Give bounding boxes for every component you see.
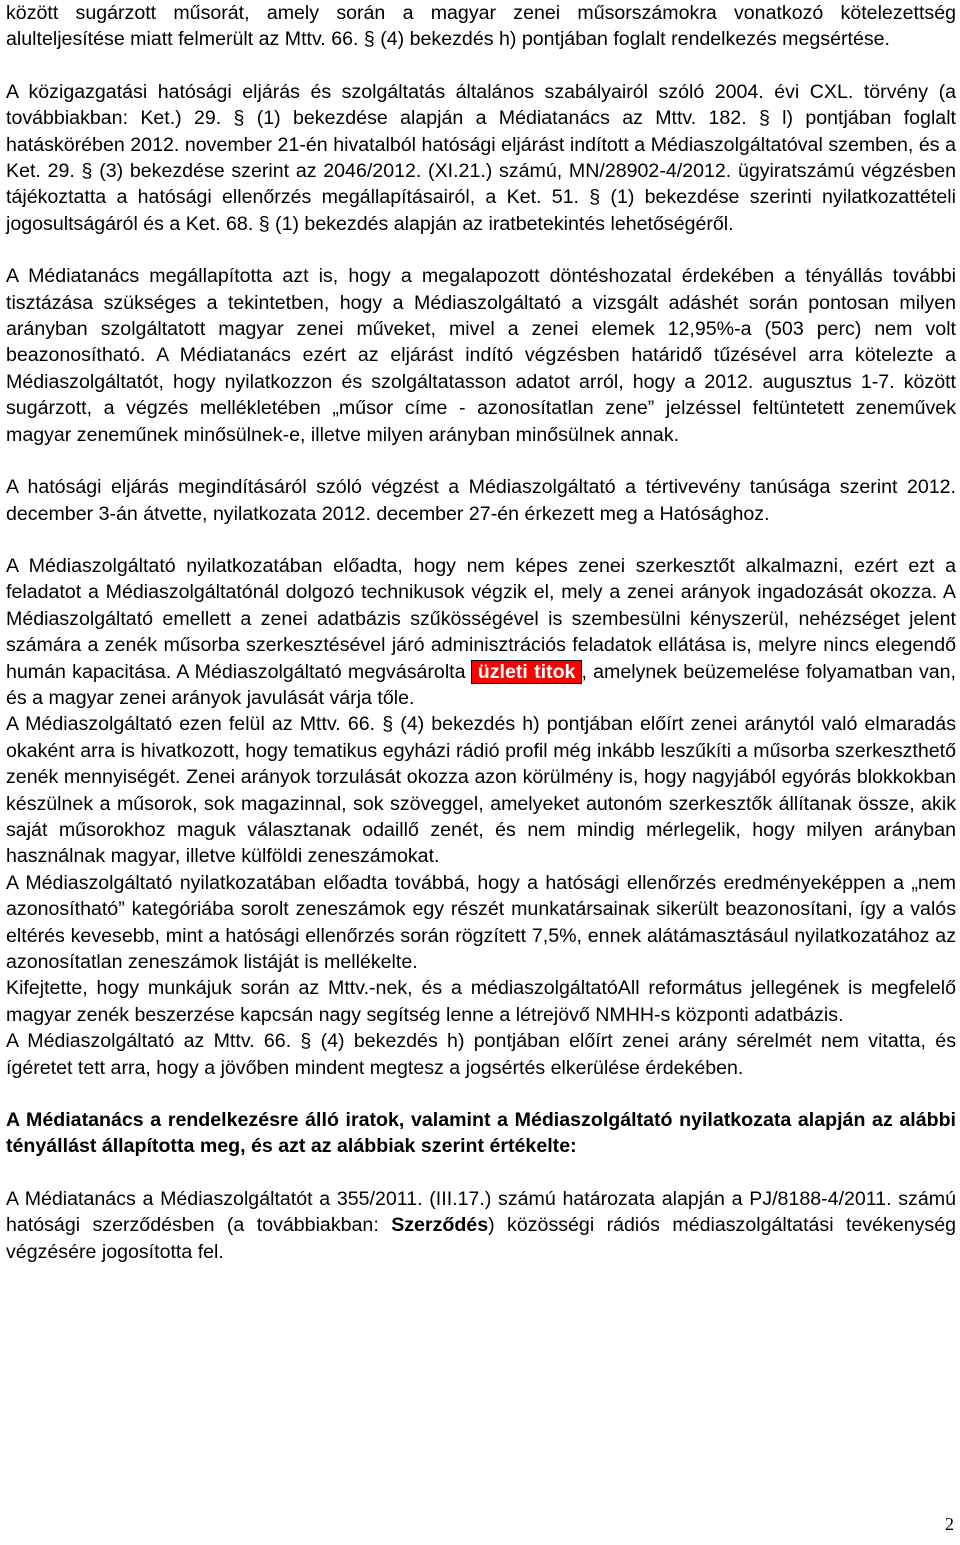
paragraph-5-text-after: , amelynek beüzemelése folyamatban van, és a magyar zenei arányok javulását várja tőle. [6,660,956,709]
paragraph-11 [6,1186,956,1265]
paragraph-10-heading: A Médiatanács a rendelkezésre álló iratok, valamint a Médiaszolgáltató nyilatkozata alapján az alábbi tényállást állapította meg, és azt az alábbiak szerint értékelte: [6,1109,956,1158]
paragraph-5-text-before: A Médiaszolgáltató nyilatkozatában előadta, hogy nem képes zenei szerkesztőt alkalmazni, ezért ezt a feladatot a Médiaszolgáltatónál dolgozó technikusok végzik el, mely a zenei arányok ingadozását okozza. A Médiaszolgáltató emellett a zenei adatbázis szűkösségével is szembesülni kényszerül, nehézséget jelent számára a zenék műsorba szerkesztésével járó adminisztrációs feladatok ellátása is, melyre nincs elegendő humán kapacitása. A Médiaszolgáltató megvásárolta [6,554,956,683]
redaction-badge: üzleti titok [472,661,582,683]
paragraph-11-text-before: A Médiatanács a Médiaszolgáltatót a 355/2011. (III.17.) számú határozata alapján a PJ/8188-4/2011. számú hatósági szerződésben (a továbbiakban: [6,1187,956,1237]
paragraph-2: A közigazgatási hatósági eljárás és szolgáltatás általános szabályairól szóló 2004. évi CXL. törvény (a továbbiakban: Ket.) 29. § (1) bekezdése alapján a Médiatanács az Mttv. 182. § l) pontjában foglalt hatáskörében 2012. november 21-én hivatalból hatósági eljárást indított a Médiaszolgáltatóval szemben, és a Ket. 29. § (3) bekezdése szerint az 2046/2012. (XI.21.) számú, MN/28902-4/2012. ügyiratszámú végzésben tájékoztatta a hatósági ellenőrzés megállapításairól, a Ket. 51. § (1) bekezdése szerinti nyilatkozattételi jogosultságáról és a Ket. 68. § (1) bekezdés alapján az iratbetekintés lehetőségéről. [6,80,956,235]
paragraph-11-bold-term: Szerződés [391,1214,489,1237]
page-number: 2 [945,1514,954,1534]
paragraph-11-text-after: ) közösségi rádiós médiaszolgáltatási tevékenység végzésére jogosította fel. [6,1214,957,1263]
paragraph-7: A Médiaszolgáltató nyilatkozatában előadta továbbá, hogy a hatósági ellenőrzés eredményeképpen a „nem azonosítható” kategóriába sorolt zeneszámok egy részét munkatársainak sikerült beazonosítani, így a valós eltérés kevesebb, mint a hatósági ellenőrzés során rögzített 7,5%, ennek alátámasztásául nyilatkozatához az azonosítatlan zeneszámok listáját is mellékelte. [6,871,956,973]
paragraph-4: A hatósági eljárás megindításáról szóló végzést a Médiaszolgáltató a tértivevény tanúsága szerint 2012. december 3-án átvette, nyilatkozata 2012. december 27-én érkezett meg a Hatósághoz. [6,476,956,525]
paragraph-6: A Médiaszolgáltató ezen felül az Mttv. 66. § (4) bekezdés h) pontjában előírt zenei aránytól való elmaradás okaként arra is hivatkozott, hogy tematikus egyházi rádió profil még inkább leszűkíti a műsorba szerkeszthető zenék mennyiségét. Zenei arányok torzulását okozza azon körülmény is, hogy nagyjából egyórás blokkokban készülnek a műsorok, sok magazinnal, sok szöveggel, amelyeket autonóm szerkesztők állítanak össze, akik saját műsorokhoz maguk választanak odaillő zenét, és nem mindig mérlegelik, hogy milyen arányban használnak magyar, illetve külföldi zeneszámokat. [6,713,956,868]
paragraph-1: között sugárzott műsorát, amely során a magyar zenei műsorszámokra vonatkozó kötelezettség alulteljesítése miatt felmerült az Mttv. 66. § (4) bekezdés h) pontjában foglalt rendelkezés megsértése. [6,2,956,51]
paragraph-5 [6,553,956,711]
paragraph-3: A Médiatanács megállapította azt is, hogy a megalapozott döntéshozatal érdekében a tényállás további tisztázása szükséges a tekintetben, hogy a Médiaszolgáltató a vizsgált adáshét során pontosan milyen arányban szolgáltatott magyar zenei műveket, mivel a zenei elemek 12,95%-a (503 perc) nem volt beazonosítható. A Médiatanács ezért az eljárást indító végzésben határidő tűzésével arra kötelezte a Médiaszolgáltatót, hogy nyilatkozzon és szolgáltatasson adatot arról, hogy a 2012. augusztus 1-7. között sugárzott, a végzés mellékletében „műsor címe - azonosítatlan zene” jelzéssel feltüntetett zeneművek magyar zeneműnek minősülnek-e, illetve milyen arányban minősülnek annak. [6,265,956,446]
document-page [6,0,956,1265]
paragraph-8: Kifejtette, hogy munkájuk során az Mttv.-nek, és a médiaszolgáltatóAll református jellegének is megfelelő magyar zenék beszerzése kapcsán nagy segítség lenne a létrejövő NMHH-s központi adatbázis. [6,977,956,1026]
paragraph-9: A Médiaszolgáltató az Mttv. 66. § (4) bekezdés h) pontjában előírt zenei arány sérelmét nem vitatta, és ígéretet tett arra, hogy a jövőben mindent megtesz a jogsértés elkerülése érdekében. [6,1030,956,1079]
